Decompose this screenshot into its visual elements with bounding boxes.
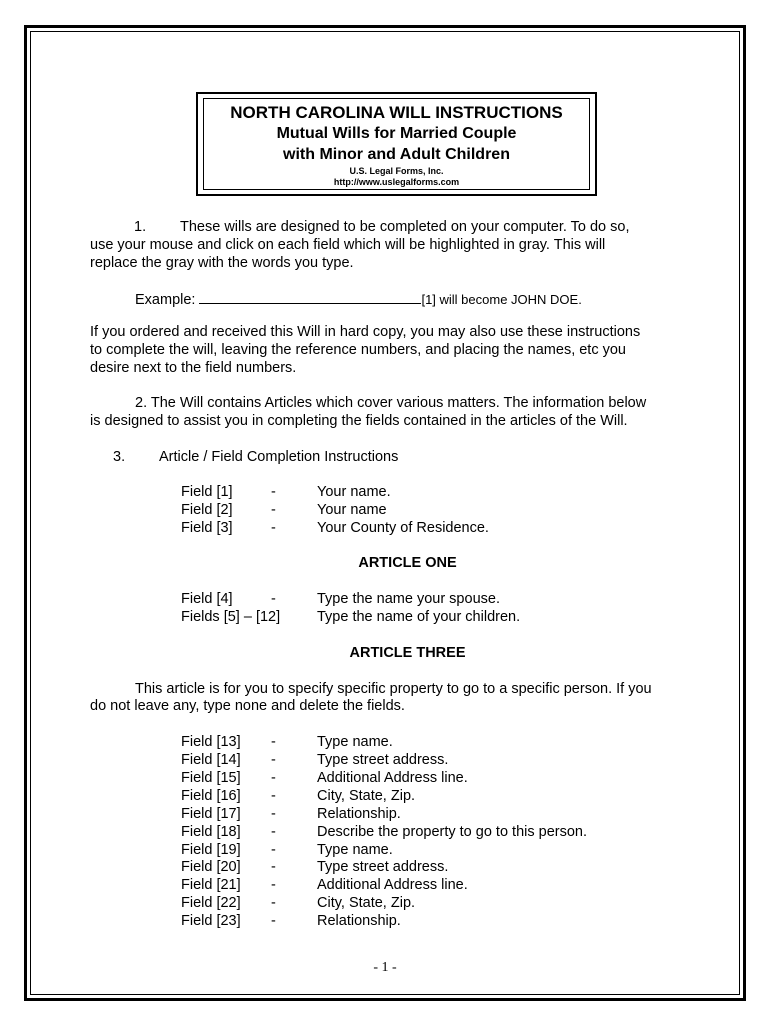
field-description: City, State, Zip. bbox=[317, 788, 416, 804]
field-description: Type name. bbox=[317, 842, 393, 858]
field-dash: - bbox=[271, 770, 276, 786]
field-number: Field [4] bbox=[181, 591, 233, 607]
field-dash: - bbox=[271, 842, 276, 858]
section-1-number: 1. bbox=[134, 219, 147, 235]
field-description: Type street address. bbox=[317, 752, 449, 768]
hardcopy-line-2: to complete the will, leaving the reference numbers, and placing the names, etc you bbox=[90, 342, 626, 358]
field-description: Your name bbox=[317, 502, 387, 518]
field-dash: - bbox=[271, 502, 276, 518]
field-description: Type the name your spouse. bbox=[317, 591, 500, 607]
field-dash: - bbox=[271, 877, 276, 893]
field-number: Field [14] bbox=[181, 752, 241, 768]
article-three-intro-line-1: This article is for you to specify specific property to go to a specific person. If you bbox=[135, 681, 652, 697]
field-dash: - bbox=[271, 752, 276, 768]
field-description: Describe the property to go to this person. bbox=[317, 824, 588, 840]
field-number: Field [19] bbox=[181, 842, 241, 858]
field-description: Additional Address line. bbox=[317, 770, 468, 786]
field-description: Your County of Residence. bbox=[317, 520, 489, 536]
field-dash: - bbox=[271, 824, 276, 840]
example-line bbox=[135, 289, 582, 309]
field-number: Field [23] bbox=[181, 913, 241, 929]
field-number: Field [1] bbox=[181, 484, 233, 500]
field-description: Relationship. bbox=[317, 806, 401, 822]
field-dash: - bbox=[271, 895, 276, 911]
field-number: Field [15] bbox=[181, 770, 241, 786]
field-number: Field [2] bbox=[181, 502, 233, 518]
field-number: Fields [5] – [12] bbox=[181, 609, 281, 625]
section-3-number: 3. bbox=[113, 449, 126, 465]
title-box bbox=[203, 98, 590, 190]
field-dash: - bbox=[271, 806, 276, 822]
field-description: Additional Address line. bbox=[317, 877, 468, 893]
example-label: Example: bbox=[135, 292, 196, 308]
field-description: Type name. bbox=[317, 734, 393, 750]
section-1-line-3: replace the gray with the words you type. bbox=[90, 255, 354, 271]
section-3-label: Article / Field Completion Instructions bbox=[159, 449, 399, 465]
publisher-name: U.S. Legal Forms, Inc. bbox=[349, 166, 444, 176]
document-title: NORTH CAROLINA WILL INSTRUCTIONS bbox=[230, 103, 563, 122]
article-one-heading: ARTICLE ONE bbox=[358, 555, 457, 571]
example-suffix: [1] will become JOHN DOE. bbox=[421, 292, 582, 307]
field-dash: - bbox=[271, 788, 276, 804]
field-description: Relationship. bbox=[317, 913, 401, 929]
publisher-url: http://www.uslegalforms.com bbox=[333, 177, 460, 187]
field-description: Type the name of your children. bbox=[317, 609, 521, 625]
section-1-line-1: These wills are designed to be completed on your computer. To do so, bbox=[180, 219, 630, 235]
section-2-line-1: 2. The Will contains Articles which cover various matters. The information below bbox=[135, 395, 647, 411]
document-subtitle-1: Mutual Wills for Married Couple bbox=[276, 125, 517, 142]
hardcopy-line-3: desire next to the field numbers. bbox=[90, 360, 297, 376]
field-dash: - bbox=[271, 520, 276, 536]
section-2-line-2: is designed to assist you in completing the fields contained in the articles of the Will. bbox=[90, 413, 628, 429]
page-number: - 1 - bbox=[373, 960, 397, 975]
article-three-heading: ARTICLE THREE bbox=[349, 645, 466, 661]
field-description: Your name. bbox=[317, 484, 391, 500]
field-number: Field [18] bbox=[181, 824, 241, 840]
article-three-intro-line-2: do not leave any, type none and delete the fields. bbox=[90, 698, 405, 714]
field-number: Field [20] bbox=[181, 859, 241, 875]
field-number: Field [13] bbox=[181, 734, 241, 750]
field-number: Field [22] bbox=[181, 895, 241, 911]
field-number: Field [16] bbox=[181, 788, 241, 804]
field-number: Field [21] bbox=[181, 877, 241, 893]
field-number: Field [3] bbox=[181, 520, 233, 536]
field-dash: - bbox=[271, 859, 276, 875]
field-dash: - bbox=[271, 484, 276, 500]
field-dash: - bbox=[271, 734, 276, 750]
field-dash: - bbox=[271, 591, 276, 607]
field-number: Field [17] bbox=[181, 806, 241, 822]
field-description: City, State, Zip. bbox=[317, 895, 416, 911]
field-description: Type street address. bbox=[317, 859, 449, 875]
example-blank-line bbox=[199, 289, 421, 304]
document-subtitle-2: with Minor and Adult Children bbox=[283, 146, 510, 163]
field-dash: - bbox=[271, 913, 276, 929]
section-1-line-2: use your mouse and click on each field which will be highlighted in gray. This will bbox=[90, 237, 606, 253]
hardcopy-line-1: If you ordered and received this Will in hard copy, you may also use these instructions bbox=[90, 324, 641, 340]
